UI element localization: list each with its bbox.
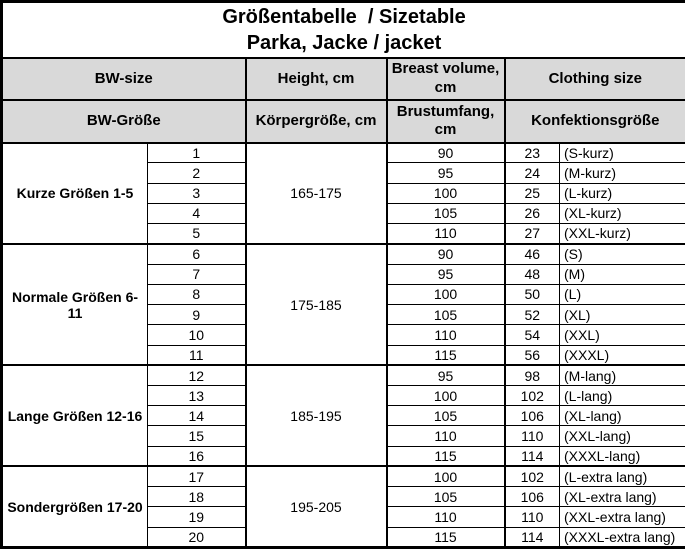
size-number-cell: 102 bbox=[505, 466, 560, 486]
bw-number-cell: 5 bbox=[148, 224, 246, 244]
height-range-cell: 165-175 bbox=[246, 143, 387, 244]
size-number-cell: 26 bbox=[505, 203, 560, 223]
bw-number-cell: 3 bbox=[148, 183, 246, 203]
size-number-cell: 114 bbox=[505, 446, 560, 466]
group-cell: Normale Größen 6-11 bbox=[2, 244, 148, 365]
table-row bbox=[2, 143, 685, 163]
size-number-cell: 56 bbox=[505, 345, 560, 365]
size-label-cell: (XXXL-extra lang) bbox=[560, 527, 685, 547]
height-range-cell: 195-205 bbox=[246, 466, 387, 547]
size-number-cell: 52 bbox=[505, 305, 560, 325]
breast-cell: 110 bbox=[387, 224, 505, 244]
size-label-cell: (S) bbox=[560, 244, 685, 264]
size-number-cell: 54 bbox=[505, 325, 560, 345]
size-label-cell: (XXL) bbox=[560, 325, 685, 345]
page-subtitle: Parka, Jacke / jacket bbox=[246, 31, 442, 54]
bw-number-cell: 12 bbox=[148, 365, 246, 385]
breast-cell: 110 bbox=[387, 325, 505, 345]
breast-cell: 100 bbox=[387, 183, 505, 203]
breast-cell: 100 bbox=[387, 466, 505, 486]
size-label-cell: (M-kurz) bbox=[560, 163, 685, 183]
table-row bbox=[2, 466, 685, 486]
size-label-cell: (XL-extra lang) bbox=[560, 487, 685, 507]
height-range-cell: 175-185 bbox=[246, 244, 387, 365]
size-number-cell: 106 bbox=[505, 487, 560, 507]
size-label-cell: (M) bbox=[560, 264, 685, 284]
group-cell: Kurze Größen 1-5 bbox=[2, 143, 148, 244]
size-label-cell: (XXXL-lang) bbox=[560, 446, 685, 466]
table-row bbox=[2, 365, 685, 385]
bw-number-cell: 15 bbox=[148, 426, 246, 446]
header-row-de bbox=[2, 100, 685, 143]
header-height-en: Height, cm bbox=[246, 58, 387, 101]
breast-cell: 90 bbox=[387, 244, 505, 264]
breast-cell: 90 bbox=[387, 143, 505, 163]
bw-number-cell: 19 bbox=[148, 507, 246, 527]
bw-number-cell: 18 bbox=[148, 487, 246, 507]
breast-cell: 100 bbox=[387, 385, 505, 405]
breast-cell: 95 bbox=[387, 163, 505, 183]
group-cell: Sondergrößen 17-20 bbox=[2, 466, 148, 547]
bw-number-cell: 1 bbox=[148, 143, 246, 163]
size-number-cell: 98 bbox=[505, 365, 560, 385]
bw-number-cell: 7 bbox=[148, 264, 246, 284]
header-bw-size-en: BW-size bbox=[2, 58, 246, 101]
breast-cell: 110 bbox=[387, 426, 505, 446]
header-clothing-size-de: Konfektionsgröße bbox=[505, 100, 685, 143]
bw-number-cell: 9 bbox=[148, 305, 246, 325]
size-label-cell: (M-lang) bbox=[560, 365, 685, 385]
size-number-cell: 114 bbox=[505, 527, 560, 547]
size-number-cell: 46 bbox=[505, 244, 560, 264]
size-number-cell: 23 bbox=[505, 143, 560, 163]
size-label-cell: (XL-kurz) bbox=[560, 203, 685, 223]
table-title-cell bbox=[2, 2, 685, 58]
header-clothing-size-en: Clothing size bbox=[505, 58, 685, 101]
size-label-cell: (XXL-lang) bbox=[560, 426, 685, 446]
size-label-cell: (XXL-kurz) bbox=[560, 224, 685, 244]
table-row bbox=[2, 244, 685, 264]
size-number-cell: 106 bbox=[505, 406, 560, 426]
bw-number-cell: 13 bbox=[148, 385, 246, 405]
bw-number-cell: 17 bbox=[148, 466, 246, 486]
size-number-cell: 25 bbox=[505, 183, 560, 203]
height-range-cell: 185-195 bbox=[246, 365, 387, 466]
size-number-cell: 27 bbox=[505, 224, 560, 244]
breast-cell: 95 bbox=[387, 264, 505, 284]
size-label-cell: (L-kurz) bbox=[560, 183, 685, 203]
size-number-cell: 102 bbox=[505, 385, 560, 405]
header-bw-size-de: BW-Größe bbox=[2, 100, 246, 143]
breast-cell: 105 bbox=[387, 487, 505, 507]
size-label-cell: (XL) bbox=[560, 305, 685, 325]
breast-cell: 105 bbox=[387, 305, 505, 325]
bw-number-cell: 20 bbox=[148, 527, 246, 547]
group-cell: Lange Größen 12-16 bbox=[2, 365, 148, 466]
size-number-cell: 24 bbox=[505, 163, 560, 183]
title-row bbox=[2, 2, 685, 58]
breast-cell: 115 bbox=[387, 446, 505, 466]
size-number-cell: 110 bbox=[505, 507, 560, 527]
header-height-de: Körpergröße, cm bbox=[246, 100, 387, 143]
bw-number-cell: 2 bbox=[148, 163, 246, 183]
breast-cell: 115 bbox=[387, 345, 505, 365]
size-label-cell: (S-kurz) bbox=[560, 143, 685, 163]
size-label-cell: (XXXL) bbox=[560, 345, 685, 365]
bw-number-cell: 11 bbox=[148, 345, 246, 365]
bw-number-cell: 14 bbox=[148, 406, 246, 426]
size-number-cell: 110 bbox=[505, 426, 560, 446]
breast-cell: 105 bbox=[387, 406, 505, 426]
size-label-cell: (L-extra lang) bbox=[560, 466, 685, 486]
bw-number-cell: 10 bbox=[148, 325, 246, 345]
bw-number-cell: 6 bbox=[148, 244, 246, 264]
bw-number-cell: 8 bbox=[148, 284, 246, 304]
header-breast-volume-de: Brustumfang, cm bbox=[387, 100, 505, 143]
size-number-cell: 48 bbox=[505, 264, 560, 284]
size-label-cell: (XXL-extra lang) bbox=[560, 507, 685, 527]
breast-cell: 110 bbox=[387, 507, 505, 527]
size-label-cell: (L) bbox=[560, 284, 685, 304]
size-label-cell: (XL-lang) bbox=[560, 406, 685, 426]
header-breast-volume-en: Breast volume, cm bbox=[387, 58, 505, 101]
bw-number-cell: 16 bbox=[148, 446, 246, 466]
size-number-cell: 50 bbox=[505, 284, 560, 304]
breast-cell: 95 bbox=[387, 365, 505, 385]
breast-cell: 105 bbox=[387, 203, 505, 223]
header-row-en bbox=[2, 58, 685, 101]
size-label-cell: (L-lang) bbox=[560, 385, 685, 405]
bw-number-cell: 4 bbox=[148, 203, 246, 223]
breast-cell: 100 bbox=[387, 284, 505, 304]
breast-cell: 115 bbox=[387, 527, 505, 547]
page-title: Größentabelle / Sizetable bbox=[222, 5, 466, 28]
